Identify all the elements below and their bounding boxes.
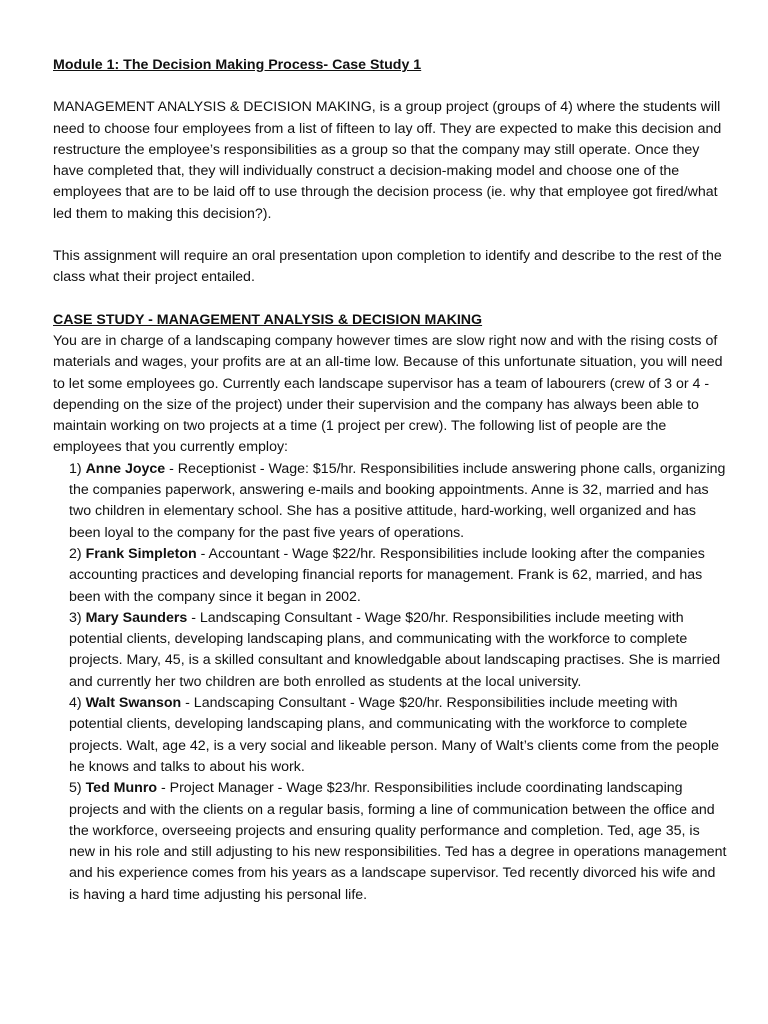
employee-details: - Landscaping Consultant - Wage $20/hr. Responsibilities include meeting with potential clients, developing landscaping plans, and communicating with the workforce to complete projects. Mary, 45, is a skilled consultant and knowledgable about landscaping practises. She is married and currently her two children are both enrolled as students at the local university. xyxy=(69,609,721,690)
employee-details: - Receptionist - Wage: $15/hr. Responsibilities include answering phone calls, organizing the companies paperwork, answering e-mails and booking appointments. Anne is 32, married and has two children in elementary school. She has a positive attitude, hard-working, well organized and has been loyal to the company for the past five years of operations. xyxy=(69,460,726,541)
list-item-number: 1) xyxy=(69,460,86,477)
employee-name: Frank Simpleton xyxy=(85,545,197,562)
list-item-number: 2) xyxy=(69,545,86,562)
employee-name: Walt Swanson xyxy=(85,695,182,712)
list-item xyxy=(53,459,728,544)
list-item-number: 5) xyxy=(69,780,86,797)
case-study-paragraph: You are in charge of a landscaping company however times are slow right now and with the rising costs of materials and wages, your profits are at an all-time low. Because of this unfortunate situation, you will need to let some employees go. Currently each landscape supervisor has a team of labourers (crew of 3 or 4 - depending on the size of the project) under their supervision and the company has always been able to maintain working on two projects at a time (1 project per crew). The following list of people are the employees that you currently employ: xyxy=(53,332,723,456)
employee-name: Ted Munro xyxy=(85,780,158,797)
list-item xyxy=(53,693,728,778)
module-title: Module 1: The Decision Making Process- Case Study 1 xyxy=(53,57,422,73)
case-study-heading: CASE STUDY - MANAGEMENT ANALYSIS & DECISION MAKING xyxy=(53,311,483,328)
list-item-number: 4) xyxy=(69,695,86,712)
employee-details: - Landscaping Consultant - Wage $20/hr. Responsibilities include meeting with potential clients, developing landscaping plans, and communicating with the workforce to complete projects. Walt, age 42, is a very social and likeable person. Many of Walt’s clients come from the people he knows and talks to about his work. xyxy=(69,695,720,775)
list-item xyxy=(53,608,728,693)
list-item xyxy=(53,778,728,906)
list-item xyxy=(53,544,728,608)
employee-name: Anne Joyce xyxy=(85,460,166,477)
employee-name: Mary Saunders xyxy=(85,609,188,626)
list-item-number: 3) xyxy=(69,609,86,626)
intro-paragraph: MANAGEMENT ANALYSIS & DECISION MAKING, is a group project (groups of 4) where the students will need to choose four employees from a list of fifteen to lay off. They are expected to make this decision and restructure the employee’s responsibilities as a group so that the company may still operate. Once they have completed that, they will individually construct a decision-making model and choose one of the employees that are to be laid off to use through the decision process (ie. why that employee got fired/what led them to making this decision?). xyxy=(53,99,722,222)
employee-details: - Project Manager - Wage $23/hr. Responsibilities include coordinating landscaping projects and with the clients on a regular basis, forming a line of communication between the office and the workforce, overseeing projects and ensuring quality performance and completion. Ted, age 35, is new in his role and still adjusting to his new responsibilities. Ted has a degree in operations management and his experience comes from his years as a landscape supervisor. Ted recently divorced his wife and is having a hard time adjusting his personal life. xyxy=(69,780,727,903)
employee-list xyxy=(53,459,728,906)
employee-details: - Accountant - Wage $22/hr. Responsibilities include looking after the companies accounting practices and developing financial reports for management. Frank is 62, married, and has been with the company since it began in 2002. xyxy=(69,545,705,605)
assignment-paragraph: This assignment will require an oral presentation upon completion to identify and describe to the rest of the class what their project entailed. xyxy=(53,248,722,286)
